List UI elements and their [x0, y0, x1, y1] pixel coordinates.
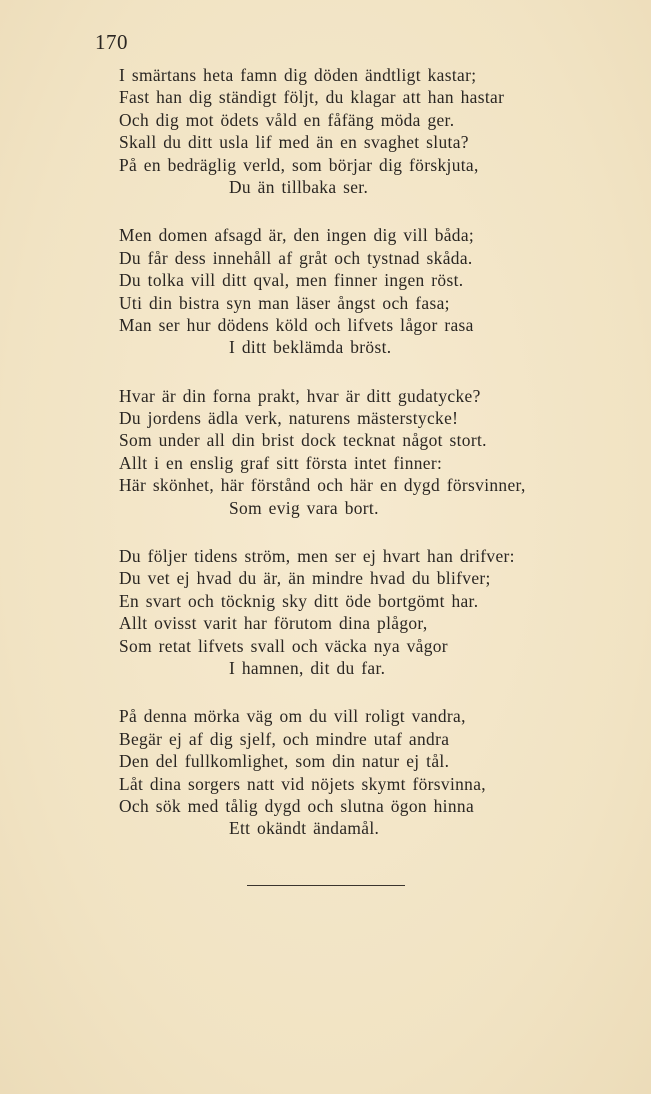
poem-line: Du får dess innehåll af gråt och tystnad skåda.: [119, 247, 473, 268]
stanza-4: [119, 545, 639, 679]
poem-line: Hvar är din forna prakt, hvar är ditt gudatycke?: [119, 385, 481, 406]
stanza-5: [119, 705, 639, 839]
poem-refrain-line: Ett okändt ändamål.: [229, 818, 380, 839]
poem-line: På en bedräglig verld, som börjar dig förskjuta,: [119, 154, 479, 175]
poem-line: Här skönhet, här förstånd och här en dygd försvinner,: [119, 475, 526, 496]
poem-line: Fast han dig ständigt följt, du klagar att han hastar: [119, 87, 505, 108]
poem-line: Allt ovisst varit har förutom dina plågor,: [119, 613, 428, 634]
poem-line: Men domen afsagd är, den ingen dig vill båda;: [119, 225, 475, 246]
poem-line: Begär ej af dig sjelf, och mindre utaf andra: [119, 728, 450, 749]
poem-line: Du vet ej hvad du är, än mindre hvad du blifver;: [119, 568, 491, 589]
poem-line: Allt i en enslig graf sitt första intet finner:: [119, 452, 443, 473]
poem: [119, 64, 639, 866]
poem-line: Och dig mot ödets våld en fåfäng möda ger.: [119, 109, 455, 130]
stanza-1: [119, 64, 639, 198]
poem-line: Uti din bistra syn man läser ångst och fasa;: [119, 292, 450, 313]
poem-line: I smärtans heta famn dig döden ändtligt kastar;: [119, 65, 477, 85]
poem-line: Du tolka vill ditt qval, men finner ingen röst.: [119, 270, 464, 291]
page-number: 170: [95, 30, 128, 54]
poem-refrain-line: I ditt beklämda bröst.: [229, 337, 392, 358]
section-divider: [247, 885, 405, 886]
poem-line: Man ser hur dödens köld och lifvets lågor rasa: [119, 314, 474, 335]
poem-refrain-line: Som evig vara bort.: [229, 497, 379, 518]
poem-line: Du jordens ädla verk, naturens mästerstycke!: [119, 408, 459, 429]
stanza-2: [119, 224, 639, 358]
poem-refrain-line: Du än tillbaka ser.: [229, 176, 369, 197]
stanza-3: [119, 385, 639, 519]
poem-line: Den del fullkomlighet, som din natur ej tål.: [119, 751, 450, 772]
poem-line: Du följer tidens ström, men ser ej hvart han drifver:: [119, 546, 515, 567]
poem-line: Låt dina sorgers natt vid nöjets skymt försvinna,: [119, 773, 486, 794]
poem-line: Skall du ditt usla lif med än en svaghet sluta?: [119, 132, 469, 153]
poem-line: På denna mörka väg om du vill roligt vandra,: [119, 706, 466, 727]
poem-line: Som under all din brist dock tecknat något stort.: [119, 430, 487, 451]
poem-line: En svart och töcknig sky ditt öde bortgömt har.: [119, 590, 479, 611]
poem-refrain-line: I hamnen, dit du far.: [229, 657, 386, 678]
poem-line: Som retat lifvets svall och väcka nya vågor: [119, 635, 448, 656]
poem-line: Och sök med tålig dygd och slutna ögon hinna: [119, 795, 475, 816]
